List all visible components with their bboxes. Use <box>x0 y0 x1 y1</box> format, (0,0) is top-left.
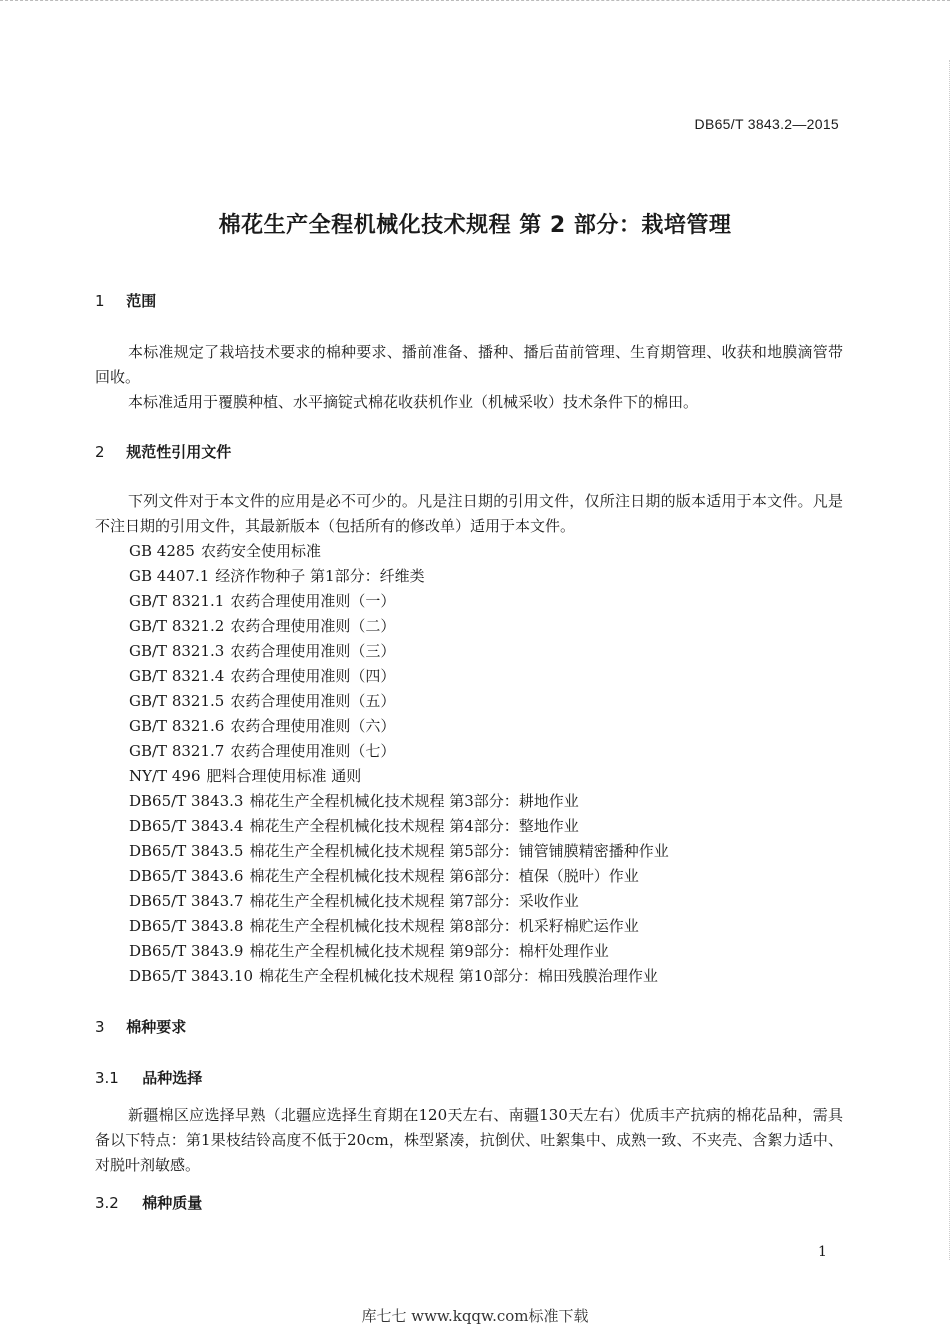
section-title: 品种选择 <box>142 1069 203 1087</box>
reference-title: 农药合理使用准则（五） <box>230 692 396 710</box>
reference-title: 农药安全使用标准 <box>200 542 321 560</box>
section-1-paragraph-1: 本标准规定了栽培技术要求的棉种要求、播前准备、播种、播后苗前管理、生育期管理、收获和地膜滴管带回收。 <box>95 343 843 386</box>
section-number: 3 <box>95 1018 105 1036</box>
section-3-heading <box>95 1016 186 1037</box>
section-1-heading <box>95 290 156 311</box>
reference-code: DB65/T 3843.8 <box>129 917 244 935</box>
reference-title: 棉花生产全程机械化技术规程 第4部分：整地作业 <box>249 817 579 835</box>
reference-title: 棉花生产全程机械化技术规程 第7部分：采收作业 <box>249 892 579 910</box>
reference-code: GB/T 8321.3 <box>129 642 225 660</box>
reference-code: GB/T 8321.4 <box>129 667 225 685</box>
reference-code: GB 4285 <box>129 542 195 560</box>
reference-title: 农药合理使用准则（七） <box>230 742 396 760</box>
reference-code: DB65/T 3843.6 <box>129 867 244 885</box>
reference-code: DB65/T 3843.7 <box>129 892 244 910</box>
reference-item <box>129 864 669 889</box>
reference-title: 棉花生产全程机械化技术规程 第9部分：棉杆处理作业 <box>249 942 609 960</box>
reference-code: GB/T 8321.2 <box>129 617 225 635</box>
reference-code: DB65/T 3843.5 <box>129 842 244 860</box>
section-number: 2 <box>95 443 105 461</box>
reference-code: DB65/T 3843.3 <box>129 792 244 810</box>
reference-item <box>129 814 669 839</box>
reference-item <box>129 964 669 989</box>
section-number: 3.1 <box>95 1069 119 1087</box>
section-3-1-paragraph: 新疆棉区应选择早熟（北疆应选择生育期在120天左右、南疆130天左右）优质丰产抗病的棉花品种，需具备以下特点：第1果枝结铃高度不低于20cm，株型紧凑，抗倒伏、吐絮集中、成熟一致、不夹壳、含絮力适中、对脱叶剂敏感。 <box>95 1106 843 1174</box>
section-2-intro: 下列文件对于本文件的应用是必不可少的。凡是注日期的引用文件，仅所注日期的版本适用于本文件。凡是不注日期的引用文件，其最新版本（包括所有的修改单）适用于本文件。 <box>95 492 843 535</box>
reference-code: GB/T 8321.7 <box>129 742 225 760</box>
reference-item <box>129 689 669 714</box>
section-number: 1 <box>95 292 105 310</box>
page-number: 1 <box>818 1244 827 1260</box>
reference-title: 棉花生产全程机械化技术规程 第8部分：机采籽棉贮运作业 <box>249 917 639 935</box>
reference-list <box>129 539 669 989</box>
reference-code: GB/T 8321.6 <box>129 717 225 735</box>
reference-code: GB/T 8321.1 <box>129 592 225 610</box>
reference-item <box>129 839 669 864</box>
reference-title: 棉花生产全程机械化技术规程 第5部分：铺管铺膜精密播种作业 <box>249 842 669 860</box>
section-title: 棉种要求 <box>126 1018 187 1036</box>
reference-title: 经济作物种子 第1部分：纤维类 <box>215 567 425 585</box>
reference-item <box>129 614 669 639</box>
section-title: 规范性引用文件 <box>126 443 232 461</box>
section-number: 3.2 <box>95 1194 119 1212</box>
reference-title: 农药合理使用准则（六） <box>230 717 396 735</box>
reference-title: 农药合理使用准则（一） <box>230 592 396 610</box>
section-1-paragraph-2: 本标准适用于覆膜种植、水平摘锭式棉花收获机作业（机械采收）技术条件下的棉田。 <box>128 393 699 411</box>
reference-item <box>129 889 669 914</box>
reference-item <box>129 589 669 614</box>
reference-title: 棉花生产全程机械化技术规程 第3部分：耕地作业 <box>249 792 579 810</box>
reference-code: DB65/T 3843.9 <box>129 942 244 960</box>
reference-title: 棉花生产全程机械化技术规程 第6部分：植保（脱叶）作业 <box>249 867 639 885</box>
document-title: 棉花生产全程机械化技术规程 第 2 部分：栽培管理 <box>218 213 732 238</box>
scan-artifact-top <box>0 0 950 7</box>
reference-code: GB/T 8321.5 <box>129 692 225 710</box>
reference-title: 肥料合理使用标准 通则 <box>206 767 362 785</box>
reference-title: 农药合理使用准则（三） <box>230 642 396 660</box>
section-title: 棉种质量 <box>142 1194 203 1212</box>
reference-title: 农药合理使用准则（二） <box>230 617 396 635</box>
reference-item <box>129 939 669 964</box>
reference-item <box>129 789 669 814</box>
reference-item <box>129 914 669 939</box>
reference-code: NY/T 496 <box>129 767 201 785</box>
reference-item <box>129 714 669 739</box>
reference-item <box>129 639 669 664</box>
section-3-1-heading <box>95 1067 202 1088</box>
reference-item <box>129 539 669 564</box>
reference-code: DB65/T 3843.10 <box>129 967 253 985</box>
section-2-heading <box>95 441 231 462</box>
reference-item <box>129 764 669 789</box>
reference-item <box>129 564 669 589</box>
section-title: 范围 <box>126 292 157 310</box>
reference-title: 农药合理使用准则（四） <box>230 667 396 685</box>
reference-title: 棉花生产全程机械化技术规程 第10部分：棉田残膜治理作业 <box>259 967 658 985</box>
reference-item <box>129 664 669 689</box>
reference-item <box>129 739 669 764</box>
standard-code: DB65/T 3843.2—2015 <box>694 116 839 132</box>
reference-code: DB65/T 3843.4 <box>129 817 244 835</box>
reference-code: GB 4407.1 <box>129 567 210 585</box>
footer-watermark: 库七七 www.kqqw.com标准下载 <box>361 1307 589 1325</box>
section-3-2-heading <box>95 1192 202 1213</box>
